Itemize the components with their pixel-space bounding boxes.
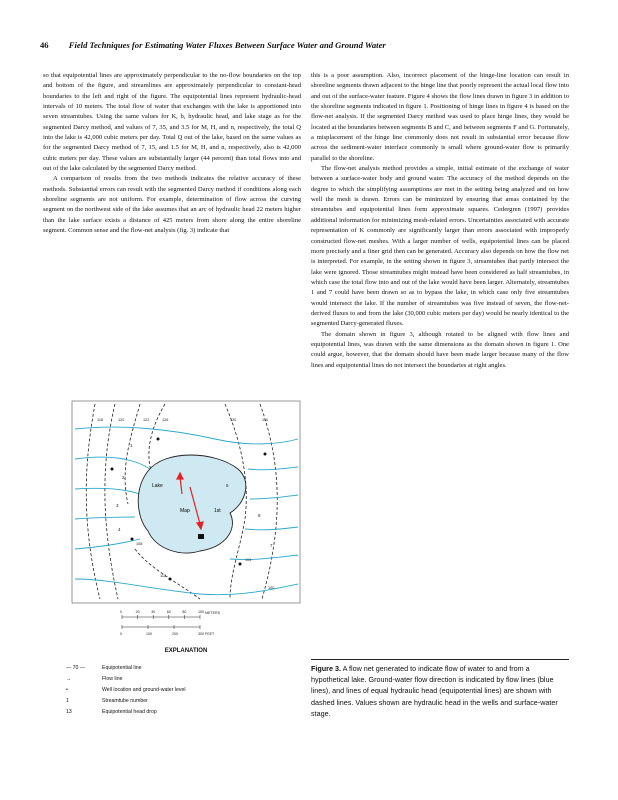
- streamtube-number: 2: [122, 475, 125, 480]
- well-icon: [239, 563, 242, 566]
- flow-line: [245, 527, 298, 530]
- caption-text: A flow net generated to indicate flow of water to and from a hypothetical lake. Ground-water flow direction is indicated by flow lines (blue lines), and lines of equal hydraulic head (equipotential lines) are shown with dashed lines. Values shown are hydraulic head in the wells and surface-water stage.: [311, 664, 558, 718]
- legend-symbol: •: [66, 686, 68, 693]
- head-label: 108: [136, 542, 143, 546]
- paragraph: so that equipotential lines are approximately perpendicular to the no-flow boundaries on the top and bottom of the figure, and streamlines are approximately perpendicular to constant-head boundaries to the left and right of the figure. The equipotential lines represent hydraulic-head intervals of 10 meters. The total flow of water that exchanges with the lake is apportioned into seven streamtubes. Using the same values for K, b, hydraulic head, and lake stage as for the segmented Darcy method, and values of 7, 35, and 3.5 for M, H, and n, respectively, the total Q into the lake is 42,000 cubic meters per day. Total Q out of the lake, based on the same values as for the segmented Darcy method of 7, 15, and 1.5 for M, H, and n, respectively, also is 42,000 cubic meters per day. These values are substantially larger (44 percent) than total flows into and out of the lake calculated by the segmented Darcy method.: [43, 72, 301, 173]
- legend-item: [66, 662, 306, 673]
- legend-symbol: 13: [66, 708, 72, 715]
- map-label: Map: [180, 508, 190, 514]
- head-label: 100: [268, 586, 275, 590]
- equipotential-line: [135, 549, 200, 599]
- legend-label: Equipotential head drop: [102, 708, 157, 715]
- legend-label: Equipotential line: [102, 664, 142, 671]
- legend-label: Well location and ground-water level: [102, 686, 186, 693]
- legend-item: [66, 684, 306, 695]
- paragraph: this is a poor assumption. Also, incorrect placement of the hinge-line location can result in shoreline segments drawn adjacent to the hinge line that poorly represent the actual local flow into and out of the surface-water feature. Figure 4 shows the flow lines drawn in figure 3 in addition to the shoreline segments indicated in figure 1. Positioning of hinge lines in figure 4 is based on the flow-net analysis. If the segmented Darcy method was used to place hinge lines, they would be located at the boundaries between segments B and C, and between segments F and G. Fortunately, a misplacement of the hinge line commonly does not result in substantial error because flow across the sediment-water interface commonly is small where ground-water flow is primarily parallel to the shoreline.: [311, 72, 569, 162]
- head-label: 122: [143, 418, 150, 422]
- scale-tick-label: 80: [182, 610, 187, 614]
- scale-tick-label: 300: [198, 632, 204, 636]
- legend-symbol: →: [66, 675, 72, 682]
- flow-line: [75, 427, 298, 444]
- flow-line: [75, 488, 140, 494]
- legend-label: Flow line: [102, 675, 123, 682]
- flow-line: [248, 467, 298, 470]
- scale-tick-label: 0: [120, 610, 122, 614]
- scale-tick-label: 100: [198, 610, 204, 614]
- equipotential-line: [260, 404, 277, 599]
- well-icon: [169, 578, 172, 581]
- scale-tick-label: 100: [146, 632, 152, 636]
- scale-tick-label: 40: [151, 610, 156, 614]
- equipotential-line: [86, 404, 100, 599]
- head-label: 118: [97, 418, 104, 422]
- well-icon: [264, 453, 267, 456]
- flow-line: [230, 555, 298, 560]
- streamtube-number: 6: [258, 513, 261, 518]
- inset-label: 1st: [214, 508, 221, 514]
- scale-tick-label: 0: [120, 632, 122, 636]
- legend-symbol: 1: [66, 697, 69, 704]
- running-header: [40, 40, 580, 50]
- lake-label: Lake: [152, 483, 163, 489]
- page-number: 46: [40, 40, 49, 50]
- left-column: [43, 71, 301, 237]
- streamtube-number: 3: [116, 503, 119, 508]
- streamtube-number: 5: [226, 483, 229, 488]
- well-icon: [131, 538, 134, 541]
- scale-tick-label: 60: [166, 610, 171, 614]
- head-label: 120: [118, 418, 125, 422]
- right-column: [311, 71, 569, 371]
- legend-item: [66, 706, 306, 717]
- streamtube-number: 4: [118, 527, 121, 532]
- equipotential-line: [125, 404, 140, 504]
- flow-line: [250, 495, 298, 499]
- scale-unit-feet: FEET: [205, 632, 215, 636]
- scale-bars: [120, 610, 221, 636]
- head-label: 110: [262, 418, 269, 422]
- scale-tick-label: 20: [135, 610, 140, 614]
- lake: [138, 455, 246, 553]
- paragraph: The flow-net analysis method provides a simple, initial estimate of the exchange of water between a surface-water body and ground water. The accuracy of the method depends on the degree to which the simplifying assumptions are met in the setting being analyzed and on how well the mesh is drawn. Errors can be minimized by ensuring that areas contained by the streamtubes and equipotential lines form approximate squares. Cedergren (1997) provides additional information for minimizing mesh-related errors. Uncertainties associated with accurate representation of K commonly are significantly larger than errors associated with improperly constructed flow-net meshes. With a larger number of wells, equipotential lines can be placed more precisely and a finer grid then can be generated. Accuracy also depends on how the flow net is interpreted. For example, in the setting shown in figure 3, streamtubes that partly intersect the lake were ignored. Those streamtubes might instead have been considered as half streamtubes, in which case the total flow into and out of the lake would have been larger. Alternately, streamtubes 1 and 7 could have been drawn so as to bypass the lake, in which case only five streamtubes would intersect the lake. If the number of streamtubes was five instead of seven, the flow-net-derived fluxes to and from the lake (30,000 cubic meters per day) would be nearly identical to the segmented Darcy-generated fluxes.: [311, 165, 569, 328]
- paragraph: The domain shown in figure 3, although rotated to be aligned with flow lines and equipotential lines, was drawn with the same dimensions as the domain shown in figure 1. One could argue, however, that the domain should have been made larger because many of the flow lines and equipotential lines do not intersect the boundaries at right angles.: [311, 330, 569, 369]
- legend-label: Streamtube number: [102, 697, 148, 704]
- legend-items: [66, 662, 306, 717]
- paragraph: A comparison of results from the two methods indicates the relative accuracy of these methods. Substantial errors can result with the segmented Darcy method if conditions along each shoreline segments are not uniform. For example, determination of flow across the curving segment on the northwest side of the lake assumes that an arc of hydraulic head 22 meters higher than the lake surface exists a distance of 425 meters from shore along the entire shoreline segment. Common sense and the flow-net analysis (fig. 3) indicate that: [43, 175, 301, 235]
- head-label: 126: [162, 418, 169, 422]
- caption-label: Figure 3.: [311, 664, 341, 673]
- legend-item: [66, 695, 306, 706]
- head-label: 104: [245, 558, 252, 562]
- flow-line: [75, 457, 150, 469]
- head-label: 130: [230, 418, 237, 422]
- legend-item: [66, 673, 306, 684]
- gage-icon: [198, 534, 204, 539]
- well-icon: [157, 438, 160, 441]
- flow-net-figure: [40, 399, 304, 679]
- equipotential-line: [105, 404, 118, 599]
- scale-unit-meters: METERS: [205, 611, 220, 615]
- flow-line: [75, 517, 135, 519]
- figure-caption: [311, 659, 569, 719]
- streamtube-number: 1: [130, 443, 133, 448]
- legend-title: EXPLANATION: [164, 648, 208, 654]
- running-title: Field Techniques for Estimating Water Fluxes Between Surface Water and Ground Water: [68, 40, 386, 50]
- figure-legend: [66, 648, 306, 717]
- flow-line: [75, 579, 298, 595]
- streamtube-number: 7: [270, 543, 273, 548]
- scale-tick-label: 200: [172, 632, 178, 636]
- well-icon: [111, 468, 114, 471]
- legend-symbol: — 70 —: [66, 664, 86, 671]
- head-label: 112: [160, 574, 167, 578]
